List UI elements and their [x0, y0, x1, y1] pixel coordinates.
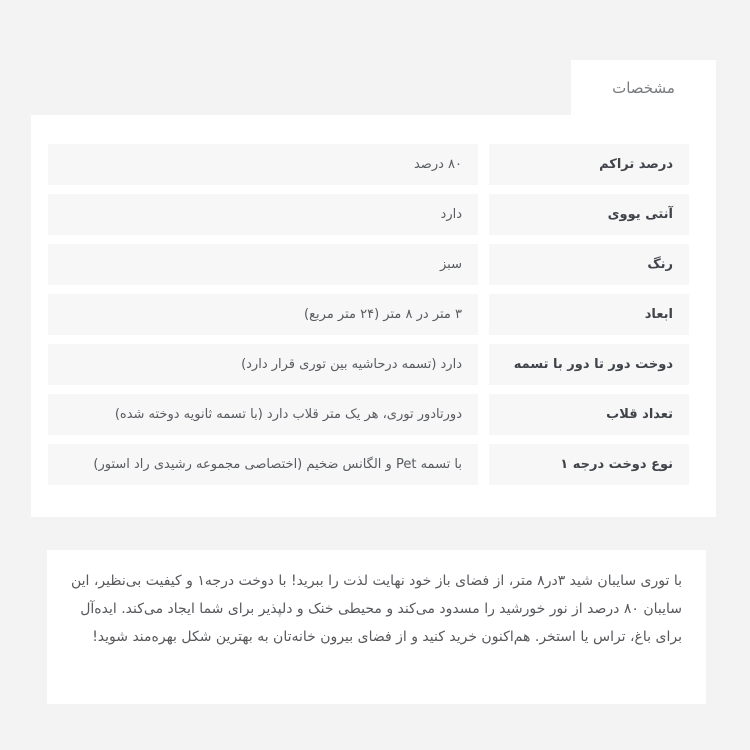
spec-value: سبز — [48, 244, 478, 285]
spec-row-hook-count — [48, 394, 689, 435]
spec-row-edge-stitching — [48, 344, 689, 385]
spec-value: ۳ متر در ۸ متر (۲۴ متر مربع) — [48, 294, 478, 335]
spec-label: ابعاد — [489, 294, 689, 335]
spec-label: رنگ — [489, 244, 689, 285]
spec-value: دورتادور توری، هر یک متر قلاب دارد (با تسمه ثانویه دوخته شده) — [48, 394, 478, 435]
spec-label: دوخت دور تا دور با تسمه — [489, 344, 689, 385]
tab-specifications-label: مشخصات — [612, 78, 675, 97]
spec-value: دارد — [48, 194, 478, 235]
spec-label: نوع دوخت درجه ۱ — [489, 444, 689, 485]
spec-row-color — [48, 244, 689, 285]
spec-row-dimensions — [48, 294, 689, 335]
specifications-card — [31, 115, 716, 517]
spec-value: دارد (تسمه درحاشیه بین توری قرار دارد) — [48, 344, 478, 385]
spec-row-anti-uv — [48, 194, 689, 235]
spec-label: تعداد قلاب — [489, 394, 689, 435]
spec-label: آنتی یووی — [489, 194, 689, 235]
spec-value: ۸۰ درصد — [48, 144, 478, 185]
spec-row-density — [48, 144, 689, 185]
spec-value: با تسمه Pet و الگانس ضخیم (اختصاصی مجموعه رشیدی راد استور) — [48, 444, 478, 485]
spec-row-stitch-type — [48, 444, 689, 485]
tab-specifications[interactable] — [571, 60, 716, 115]
spec-label: درصد تراکم — [489, 144, 689, 185]
product-description-text: با توری سایبان شید ۳در۸ متر، از فضای باز خود نهایت لذت را ببرید! با دوخت درجه۱ و کیفیت بی‌نظیر، این سایبان ۸۰ درصد از نور خورشید را مسدود می‌کند و محیطی خنک و دلپذیر برای شما ایجاد می‌کند. ایده‌آل برای باغ، تراس یا استخر. هم‌اکنون خرید کنید و از فضای بیرون خانه‌تان به بهترین شکل بهره‌مند شوید! — [71, 573, 682, 645]
description-card — [47, 550, 706, 704]
